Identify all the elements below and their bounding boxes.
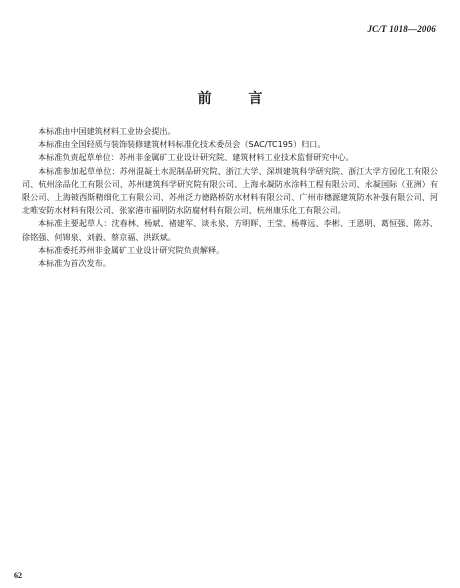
paragraph-drafters: 本标准主要起草人：沈春林、杨斌、褚建军、谈永泉、方明晖、王莹、杨尊远、李彬、王恩明、葛恒强、陈苏、徐铭强、何锦泉、刘毅、蔡京福、洪跃斌。	[22, 218, 438, 242]
paragraph-participants: 本标准参加起草单位：苏州混凝土水泥制品研究院、浙江大学、深圳建筑科学研究院、浙江大学方园化工有限公司、杭州涂品化工有限公司、苏州建筑科学研究院有限公司、上海永凝防水涂料工程有限公司、永凝国际（亚洲）有限公司、上海铍西斯精细化工有限公司、苏州泛力德路桥防水材料有限公司、广州市穗源建筑防水补强有限公司、河北唯安防水材料有限公司、张家港市福明防水防腐材料有限公司、杭州康乐化工有限公司。	[22, 165, 438, 216]
page-number: 62	[14, 571, 22, 580]
paragraph-interpretation: 本标准委托苏州非金属矿工业设计研究院负责解释。	[38, 244, 225, 255]
page-title: 前 言	[197, 91, 279, 107]
paragraph-proposer: 本标准由中国建筑材料工业协会提出。	[38, 126, 176, 136]
foreword-body	[22, 125, 438, 270]
paragraph-lead-drafter: 本标准负责起草单位：苏州非金属矿工业设计研究院、建筑材料工业技术监督研究中心。	[38, 152, 354, 163]
paragraph-first-release: 本标准为首次发布。	[38, 258, 111, 269]
standard-code: JC/T 1018—2006	[367, 24, 436, 34]
paragraph-committee: 本标准由全国轻质与装饰装修建筑材料标准化技术委员会（SAC/TC195）归口。	[38, 139, 326, 150]
